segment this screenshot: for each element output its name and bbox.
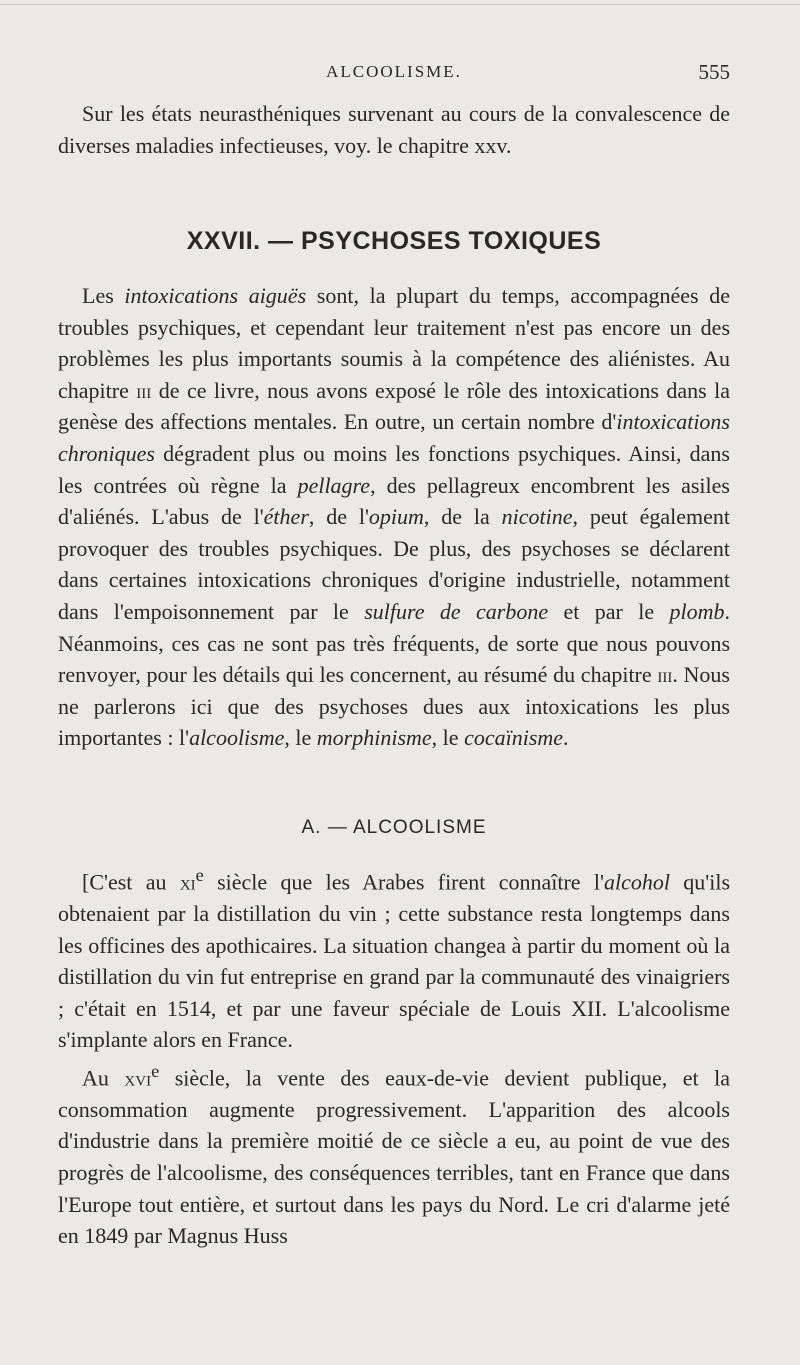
page-header	[58, 60, 730, 90]
page-number: 555	[698, 60, 730, 84]
top-paragraph: Sur les états neurasthéniques survenant au cours de la convalescence de diverses maladies infectieuses, voy. le chapitre xxv.	[58, 101, 730, 158]
section-heading: A. — ALCOOLISME	[301, 817, 487, 838]
page-top-edge	[0, 4, 800, 5]
running-title: ALCOOLISME.	[326, 62, 462, 81]
section-a-body	[58, 860, 730, 1252]
chapter-heading: XXVII. — PSYCHOSES TOXIQUES	[186, 227, 602, 255]
intro-paragraph: Les intoxications aiguës sont, la plupart du temps, accompagnées de troubles psychiques, et cependant leur traitement n'est pas encore un des problèmes les plus importants soumis à la compétence des aliénistes. Au chapitre iii de ce livre, nous avons exposé le rôle des intoxications dans la genèse des affections mentales. En outre, un certain nombre d'intoxications chroniques dégradent plus ou moins les fonctions psychiques. Ainsi, dans les contrées où règne la pellagre, des pellagreux encombrent les asiles d'aliénés. L'abus de l'éther, de l'opium, de la nicotine, peut également provoquer des troubles psychiques. De plus, des psychoses se déclarent dans certaines intoxications chroniques d'origine industrielle, notamment dans l'empoisonnement par le sulfure de carbone et par le plomb. Néanmoins, ces cas ne sont pas très fréquents, de sorte que nous pouvons renvoyer, pour les détails qui les concernent, au résumé du chapitre iii. Nous ne parlerons ici que des psychoses dues aux intoxications les plus importantes : l'alcoolisme, le morphinisme, le cocaïnisme.	[58, 283, 731, 751]
section-a-paragraph-1: [C'est au $xi^e$ siècle que les Arabes firent connaître l'alcohol qu'ils obtenaient par la distillation du vin ; cette substance resta longtemps dans les officines des apothicaires. La situation changea à partir du moment où la distillation du vin fut entreprise en grand par la communauté des vinaigriers ; c'était en 1514, et par une faveur spéciale de Louis XII. L'alcoolisme s'implante alors en France.	[58, 865, 731, 1053]
section-a-paragraph-2: Au xvi$^e$ siècle, la vente des eaux-de-vie devient publique, et la consommation augmente progressivement. L'apparition des alcools d'industrie dans la première moitié de ce siècle a eu, au point de vue des progrès de l'alcoolisme, des conséquences terribles, tant en France que dans l'Europe tout entière, et surtout dans les pays du Nord. Le cri d'alarme jeté en 1849 par Magnus Huss	[58, 1060, 731, 1249]
